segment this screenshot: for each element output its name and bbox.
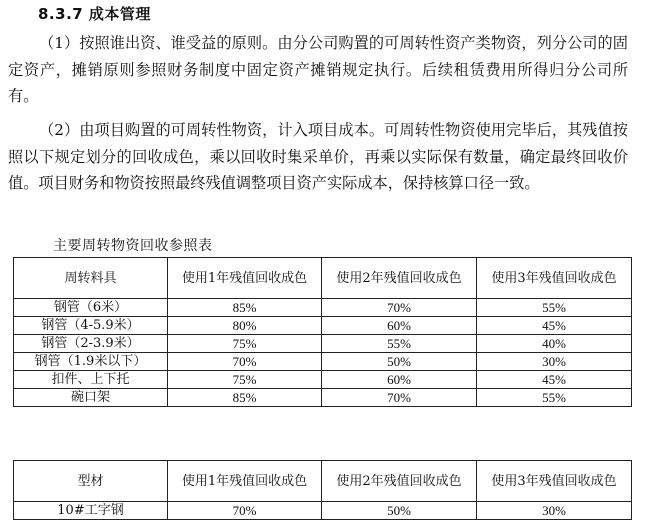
item-cell: 扣件、上下托 [14,371,168,389]
paragraph-2: （2）由项目购置的可周转性物资，计入项目成本。可周转性物资使用完毕后，其残值按照以下规定划分的回收成色，乘以回收时集采单价，再乘以实际保有数量，确定最终回收价值。项目财务和物资按照最终残值调整项目资产实际成本，保持核算口径一致。 [8,121,628,192]
value-cell: 75% [168,371,322,389]
value-cell: 70% [168,353,322,371]
value-cell: 60% [322,317,477,335]
section-heading: 8.3.7 成本管理 [38,5,151,23]
header-cell: 使用2年残值回收成色 [322,461,477,502]
header-cell: 型材 [14,461,168,502]
header-cell: 使用3年残值回收成色 [477,258,632,299]
value-cell: 55% [322,335,477,353]
value-cell: 85% [168,299,322,317]
value-cell: 75% [168,335,322,353]
value-cell: 45% [477,317,632,335]
value-cell: 55% [477,299,632,317]
value-cell: 60% [322,371,477,389]
table-row [14,353,632,371]
table-header-row [14,461,632,502]
item-cell: 钢管（1.9米以下） [14,353,168,371]
header-cell: 使用1年残值回收成色 [168,258,322,299]
value-cell: 50% [322,353,477,371]
table-row [14,335,632,353]
value-cell: 70% [168,502,322,520]
paragraph-1: （1）按照谁出资、谁受益的原则。由分公司购置的可周转性资产类物资，列分公司的固定资产，摊销原则参照财务制度中固定资产摊销规定执行。后续租赁费用所得归分公司所有。 [8,34,628,105]
value-cell: 30% [477,502,632,520]
table-row [14,317,632,335]
value-cell: 70% [322,389,477,407]
header-cell: 使用1年残值回收成色 [168,461,322,502]
table-row [14,371,632,389]
table-row [14,299,632,317]
header-cell: 使用2年残值回收成色 [322,258,477,299]
item-cell: 钢管（6米） [14,299,168,317]
item-cell: 碗口架 [14,389,168,407]
header-cell: 周转料具 [14,258,168,299]
recovery-table [13,257,632,407]
table-row [14,502,632,520]
value-cell: 50% [322,502,477,520]
profile-steel-table [13,460,632,520]
value-cell: 55% [477,389,632,407]
value-cell: 30% [477,353,632,371]
value-cell: 70% [322,299,477,317]
table-header-row [14,258,632,299]
table-row [14,389,632,407]
value-cell: 40% [477,335,632,353]
item-cell: 10#工字钢 [14,502,168,520]
value-cell: 45% [477,371,632,389]
item-cell: 钢管（4-5.9米） [14,317,168,335]
table-caption: 主要周转物资回收参照表 [53,238,213,254]
value-cell: 80% [168,317,322,335]
value-cell: 85% [168,389,322,407]
item-cell: 钢管（2-3.9米） [14,335,168,353]
header-cell: 使用3年残值回收成色 [477,461,632,502]
